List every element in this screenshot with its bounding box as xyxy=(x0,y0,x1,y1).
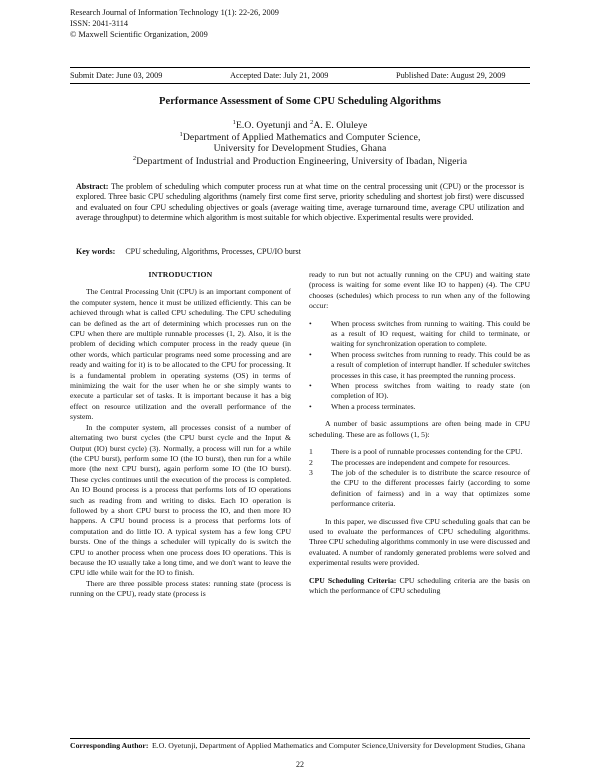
corresponding-author xyxy=(70,741,530,751)
author-second: A. E. Oluleye xyxy=(313,120,368,132)
copyright: © Maxwell Scientific Organization, 2009 xyxy=(70,30,208,39)
abstract xyxy=(76,182,524,223)
corresponding-text: E.O. Oyetunji, Department of Applied Mathematics and Computer Science,University for Development Studies, Ghana xyxy=(152,741,526,750)
journal-citation: Research Journal of Information Technology 1(1): 22-26, 2009 xyxy=(70,8,279,17)
author1-sup: 1 xyxy=(232,119,236,126)
bullet-text: When process switches from running to waiting. This could be as a result of IO request, waiting for child to terminate, or waiting for synchronization operation to complete. xyxy=(331,318,530,349)
bullet-mark: • xyxy=(309,401,312,411)
numbered-list xyxy=(309,447,530,509)
bullet-text: When process switches from waiting to ready state (on completion of IO). xyxy=(331,381,530,401)
published-date: Published Date: August 29, 2009 xyxy=(396,71,506,80)
issn: ISSN: 2041-3114 xyxy=(70,19,129,28)
list-number: 3 xyxy=(309,467,313,477)
author-line xyxy=(70,119,530,131)
accepted-date: Accepted Date: July 21, 2009 xyxy=(230,71,329,80)
list-number: 2 xyxy=(309,457,313,467)
list-item xyxy=(309,468,530,510)
criteria-paragraph xyxy=(309,576,530,597)
aff1-text: Department of Applied Mathematics and Computer Science, xyxy=(182,132,421,144)
intro-paragraph-2: In the computer system, all processes consist of a number of alternating two burst cycles (the CPU burst cycle and the Input & Output (IO) burst cycle) (3). Normally, a process will run for a while (the CPU burst), perform some IO (the IO burst), then run for a while more (the next CPU burst), again perform some IO (the IO burst). These cycles continues until the execution of the process is completed. An IO Bound process is a process that performs lots of IO operations such as reading from and writing to disks. Each IO operation is followed by a short CPU burst to process the IO, and then more IO happens. A CPU bound process is a process that performs lots of computation and do little IO. A typical system has a few long CPU bursts. One of the things a scheduler will typically do is switch the CPU to another process when one process does IO operations. This is because the IO usually take a long time, and we don't want to leave the CPU idle while wait for the IO to finish. xyxy=(70,422,291,578)
bullet-list xyxy=(309,319,530,413)
bullet-text: When a process terminates. xyxy=(331,401,416,411)
author-first: E.O. Oyetunji and xyxy=(235,120,308,132)
list-text: There is a pool of runnable processes contending for the CPU. xyxy=(331,447,523,457)
keywords xyxy=(76,247,524,256)
right-paragraph-1: ready to run but not actually running on the CPU) and waiting state (process is waiting for some event like IO to happen) (4). The CPU chooses (schedules) which process to run when any of the following occur: xyxy=(309,270,530,311)
criteria-text: CPU scheduling criteria are the basis on which the performance of CPU scheduling xyxy=(309,575,530,595)
keywords-label: Key words: xyxy=(76,247,116,256)
list-text: The processes are independent and compete for resources. xyxy=(331,457,510,467)
list-item xyxy=(309,447,530,457)
dates-row xyxy=(70,71,530,80)
criteria-label: CPU Scheduling Criteria: xyxy=(309,575,397,585)
submit-date: Submit Date: June 03, 2009 xyxy=(70,71,163,80)
aff2-text: Department of Industrial and Production Engineering, University of Ibadan, Nigeria xyxy=(136,156,468,168)
abstract-label: Abstract: xyxy=(76,182,109,191)
bullet-mark: • xyxy=(309,349,312,359)
right-paragraph-2: A number of basic assumptions are often being made in CPU scheduling. These are as follows (1, 5): xyxy=(309,419,530,439)
right-column xyxy=(309,270,530,596)
list-number: 1 xyxy=(309,447,313,457)
abstract-text: The problem of scheduling which computer process run at what time on the central processing unit (CPU) or the processor is explored. Three basic CPU scheduling algorithms (namely first come first serve, priority scheduling and shortest job first) were discussed and evaluated on four CPU scheduling objectives or goals (average waiting time, average turnaround time, average CPU utilization and average throughput) to determine which algorithm is most suitable for which objective. Experimental results were provided. xyxy=(76,182,524,222)
footer-rule xyxy=(70,738,530,739)
keywords-text: CPU scheduling, Algorithms, Processes, CPU/IO burst xyxy=(125,247,301,256)
list-item xyxy=(309,350,530,381)
list-item xyxy=(309,402,530,412)
page-number: 22 xyxy=(296,760,304,769)
left-column xyxy=(70,270,291,600)
bullet-text: When process switches from running to ready. This could be as a result of completion of interrupt handler. If scheduler switches processes in this case, it has preempted the running process. xyxy=(331,349,530,380)
intro-paragraph-1: The Central Processing Unit (CPU) is an important component of the computer system, hence it must be utilized efficiently. This can be achieved through what is called CPU scheduling. The CPU scheduling can be defined as the art of determining which processes run on the CPU when there are multiple runnable processes (1, 2). Also, it is the problem of deciding which computer process in the ready queue (in other words, which particular programs need some processing and are ready and waiting for it) is to be allocated to the CPU for processing. It is a fundamental problem in operating systems (OS) in terms of minimizing the wait for the user when he or she simply wants to execute a particular set of tasks. It is important because it has a big effect on resource utilization and the overall performance of the system. xyxy=(70,287,291,422)
affiliation-1b: University for Development Studies, Ghana xyxy=(213,143,387,154)
author2-sup: 2 xyxy=(309,119,314,126)
list-text: The job of the scheduler is to distribute the scarce resource of the CPU to the different processes fairly (according to some definition of fairness) and in a way that optimizes some performance criteria. xyxy=(331,467,530,509)
aff1-sup: 1 xyxy=(179,131,183,138)
corresponding-label: Corresponding Author: xyxy=(70,741,149,750)
right-paragraph-3: In this paper, we discussed five CPU scheduling goals that can be used to evaluate the performances of CPU scheduling algorithms. Three CPU scheduling algorithms commonly in use were discussed and evaluated. A number of randomly generated problems were solved and experimental results were provided. xyxy=(309,516,530,568)
affiliation-1 xyxy=(70,131,530,143)
intro-heading: INTRODUCTION xyxy=(148,270,213,279)
header-rule-bottom xyxy=(70,83,530,84)
affiliation-2 xyxy=(70,155,530,167)
paper-title: Performance Assessment of Some CPU Scheduling Algorithms xyxy=(159,96,441,107)
aff2-sup: 2 xyxy=(132,155,137,162)
list-item xyxy=(309,381,530,402)
list-item xyxy=(309,319,530,350)
list-item xyxy=(309,458,530,468)
intro-paragraph-3: There are three possible process states: running state (process is running on the CPU), ready state (process is xyxy=(70,578,291,599)
header-rule-top xyxy=(70,67,530,68)
bullet-mark: • xyxy=(309,381,312,391)
bullet-mark: • xyxy=(309,318,312,328)
